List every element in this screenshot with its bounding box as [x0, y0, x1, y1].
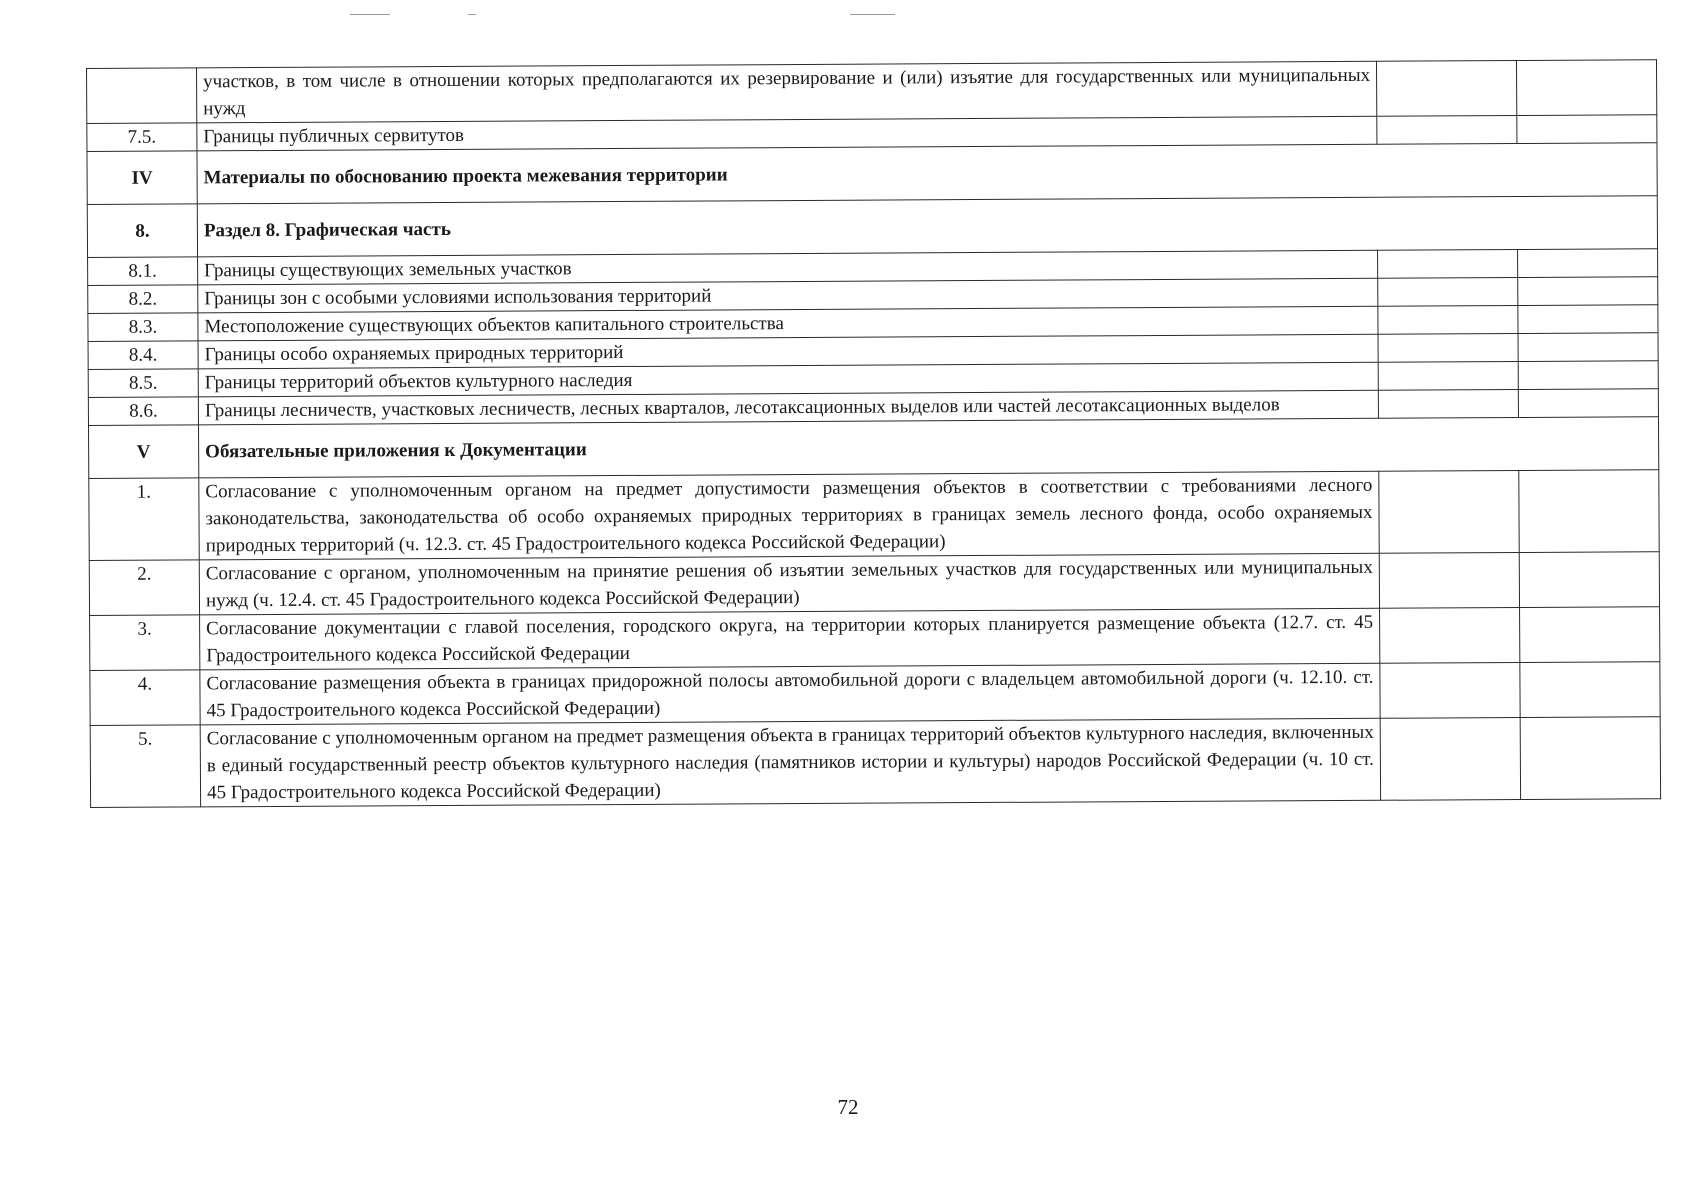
- row-number: 8.5.: [88, 369, 198, 398]
- section-row: [87, 143, 1657, 205]
- blank-cell: [1378, 362, 1518, 391]
- row-text: Местоположение существующих объектов капитального строительства: [198, 306, 1378, 341]
- blank-cell: [1376, 61, 1516, 117]
- page-number: 72: [837, 1095, 859, 1119]
- table-row: [87, 60, 1657, 124]
- blank-cell: [1377, 116, 1517, 145]
- row-number: V: [88, 425, 198, 479]
- blank-cell: [1380, 608, 1520, 664]
- row-number: 4.: [90, 670, 200, 726]
- blank-cell: [1516, 60, 1656, 116]
- table-body: [87, 60, 1661, 808]
- table-row: [89, 470, 1659, 561]
- row-number: 7.5.: [87, 123, 197, 152]
- row-number: 5.: [90, 725, 200, 808]
- row-number: 8.6.: [88, 397, 198, 426]
- blank-cell: [1520, 607, 1660, 663]
- blank-cell: [1378, 278, 1518, 307]
- section-title: Материалы по обоснованию проекта межевания территории: [197, 143, 1657, 204]
- row-text: Границы существующих земельных участков: [198, 250, 1378, 285]
- row-number: 3.: [90, 615, 200, 671]
- blank-cell: [1378, 250, 1518, 279]
- scan-artifacts: [0, 14, 1696, 24]
- row-text: Границы лесничеств, участковых лесничеств, лесных кварталов, лесотаксационных выделов или частей лесотаксационных выделов: [198, 390, 1378, 425]
- row-number: IV: [87, 151, 197, 205]
- row-text: Согласование с уполномоченным органом на предмет размещения объекта в границах территорий объектов культурного наследия, включенных в единый государственный реестр объектов культурного наследия (памятников истории и культуры) народов Российской Федерации (ч. 10 ст. 45 Градостроительного кодекса Российской Федерации): [200, 718, 1380, 807]
- blank-cell: [1518, 277, 1658, 306]
- row-number: [87, 68, 197, 124]
- row-number: 8.4.: [88, 341, 198, 370]
- table-row: [90, 662, 1660, 726]
- section-title: Раздел 8. Графическая часть: [197, 196, 1657, 257]
- row-text: Границы зон с особыми условиями использования территорий: [198, 278, 1378, 313]
- row-text: Границы особо охраняемых природных территорий: [198, 334, 1378, 369]
- row-text: Границы публичных сервитутов: [197, 116, 1377, 151]
- row-number: 8.2.: [88, 285, 198, 314]
- table-row: [90, 607, 1660, 671]
- blank-cell: [1519, 470, 1659, 553]
- row-text: Согласование с органом, уполномоченным на принятие решения об изъятии земельных участков для государственных или муниципальных нужд (ч. 12.4. ст. 45 Градостроительного кодекса Российской Федерации): [199, 553, 1379, 615]
- section-row: [87, 196, 1657, 258]
- row-text: Согласование документации с главой поселения, городского округа, на территории которых планируется размещение объекта (12.7. ст. 45 Градостроительного кодекса Российской Федерации: [200, 608, 1380, 670]
- blank-cell: [1378, 390, 1518, 419]
- blank-cell: [1518, 333, 1658, 362]
- row-number: 1.: [89, 478, 199, 561]
- section-row: [88, 417, 1658, 479]
- row-text: участков, в том числе в отношении которых предполагаются их резервирование и (или) изъятие для государственных или муниципальных нужд: [197, 61, 1377, 123]
- blank-cell: [1379, 553, 1519, 609]
- section-title: Обязательные приложения к Документации: [198, 417, 1658, 478]
- row-text: Согласование размещения объекта в границах придорожной полосы автомобильной дороги с владельцем автомобильной дороги (ч. 12.10. ст. 45 Градостроительного кодекса Российской Федерации): [200, 663, 1380, 725]
- blank-cell: [1517, 115, 1657, 144]
- blank-cell: [1379, 471, 1519, 554]
- blank-cell: [1378, 334, 1518, 363]
- row-number: 2.: [89, 560, 199, 616]
- blank-cell: [1518, 389, 1658, 418]
- blank-cell: [1520, 717, 1660, 800]
- table-row: [90, 717, 1660, 808]
- blank-cell: [1518, 249, 1658, 278]
- blank-cell: [1378, 306, 1518, 335]
- blank-cell: [1520, 662, 1660, 718]
- blank-cell: [1380, 663, 1520, 719]
- row-number: 8.: [87, 204, 197, 258]
- row-text: Границы территорий объектов культурного наследия: [198, 362, 1378, 397]
- blank-cell: [1519, 552, 1659, 608]
- table-row: [89, 552, 1659, 616]
- blank-cell: [1380, 718, 1520, 801]
- blank-cell: [1518, 305, 1658, 334]
- blank-cell: [1518, 361, 1658, 390]
- documentation-table: [86, 59, 1661, 808]
- row-text: Согласование с уполномоченным органом на предмет допустимости размещения объектов в соответствии с требованиями лесного законодательства, законодательства об особо охраняемых природных территориях в границах земель лесного фонда, особо охраняемых природных территорий (ч. 12.3. ст. 45 Градостроительного кодекса Российской Федерации): [199, 471, 1379, 560]
- row-number: 8.3.: [88, 313, 198, 342]
- document-sheet: [86, 59, 1660, 808]
- row-number: 8.1.: [88, 257, 198, 286]
